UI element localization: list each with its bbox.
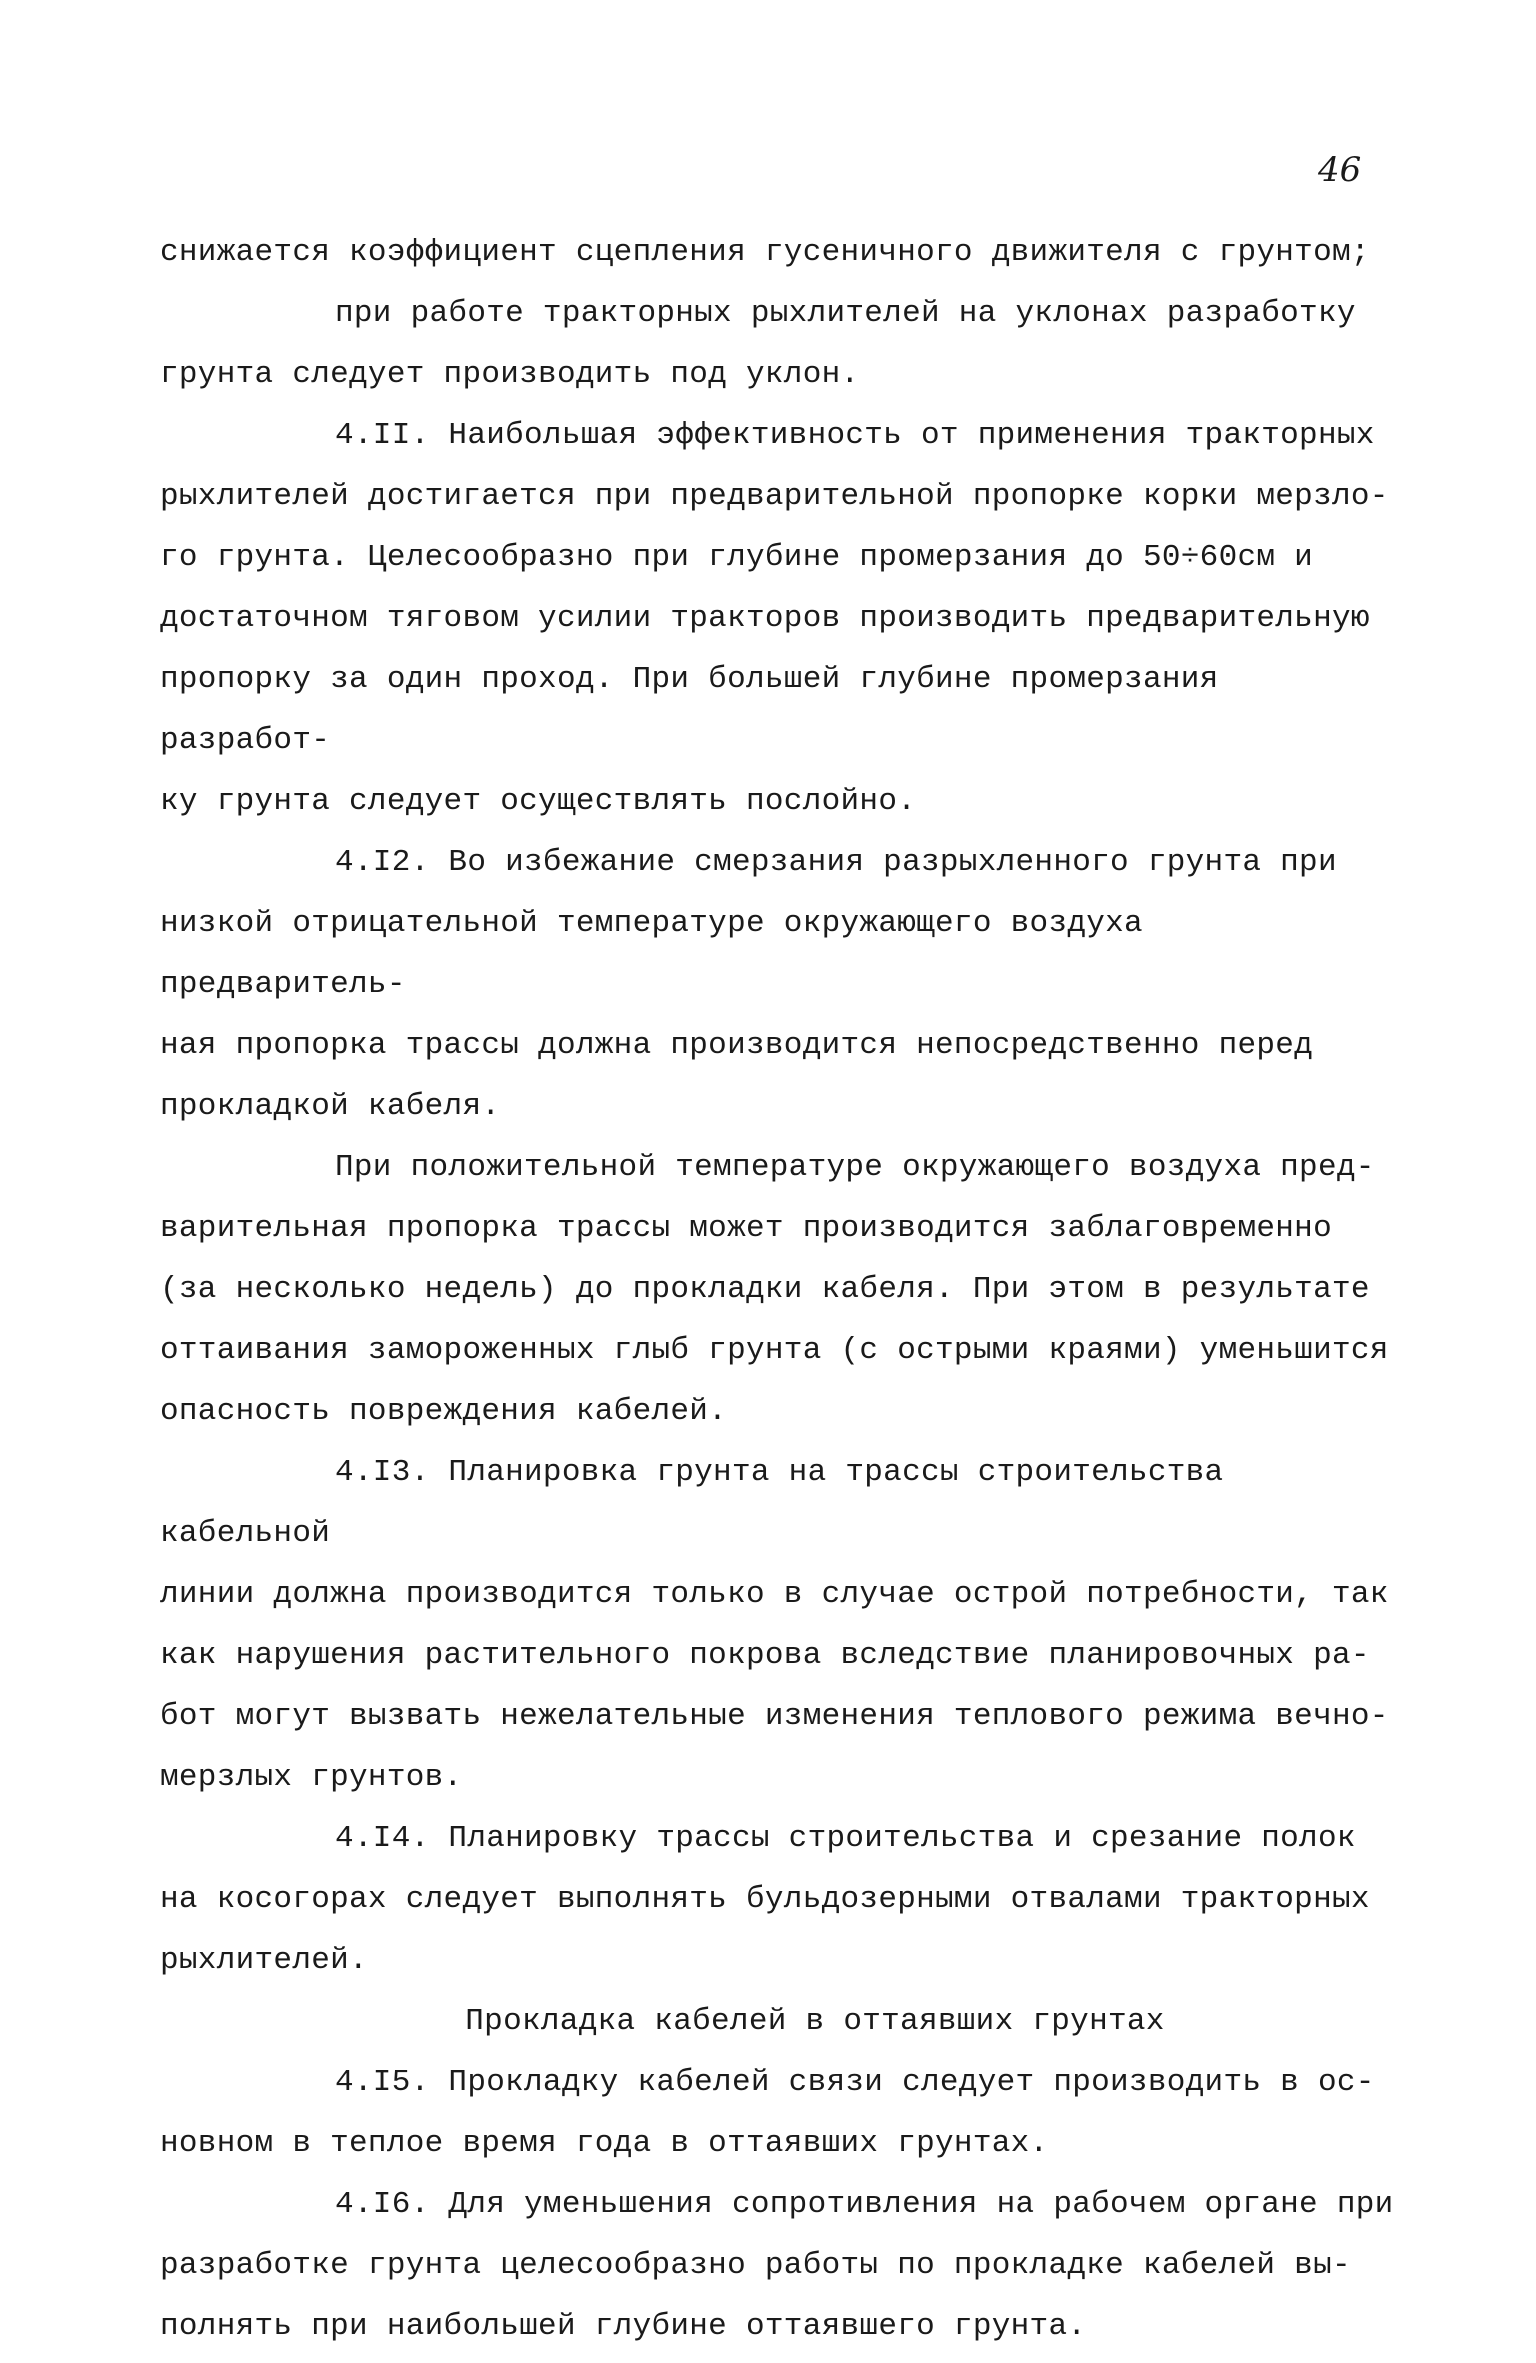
text-line: грунта следует производить под уклон. bbox=[160, 357, 860, 392]
text-line: ку грунта следует осуществлять послойно. bbox=[160, 784, 917, 819]
paragraph-4-15 bbox=[160, 2052, 1400, 2174]
text-line: линии должна производится только в случае острой потребности, так bbox=[160, 1577, 1389, 1612]
text-line: 4.I3. Планировка грунта на трассы строительства кабельной bbox=[160, 1455, 1224, 1551]
text-line: снижается коэффициент сцепления гусеничного движителя с грунтом; bbox=[160, 235, 1370, 270]
text-line: рыхлителей достигается при предварительной пропорке корки мерзло- bbox=[160, 479, 1389, 514]
text-line: 4.I2. Во избежание смерзания разрыхленного грунта при bbox=[335, 845, 1337, 880]
paragraph-4-11 bbox=[160, 405, 1400, 832]
text-line: 4.II. Наибольшая эффективность от применения тракторных bbox=[335, 418, 1375, 453]
text-line: пропорку за один проход. При большей глубине промерзания разработ- bbox=[160, 662, 1219, 758]
text-line: полнять при наибольшей глубине оттаявшего грунта. bbox=[160, 2309, 1087, 2344]
text-line: достаточном тяговом усилии тракторов производить предварительную bbox=[160, 601, 1370, 636]
section-heading: Прокладка кабелей в оттаявших грунтах bbox=[465, 2004, 1165, 2039]
paragraph-slope bbox=[160, 283, 1400, 405]
page-number: 46 bbox=[1318, 150, 1362, 190]
text-line: мерзлых грунтов. bbox=[160, 1760, 463, 1795]
paragraph-positive-temp bbox=[160, 1137, 1400, 1442]
text-line: разработке грунта целесообразно работы по прокладке кабелей вы- bbox=[160, 2248, 1351, 2283]
text-line: ная пропорка трассы должна производится непосредственно перед bbox=[160, 1028, 1314, 1063]
text-line: низкой отрицательной температуре окружающего воздуха предваритель- bbox=[160, 906, 1143, 1002]
text-line: оттаивания замороженных глыб грунта (с острыми краями) уменьшится bbox=[160, 1333, 1389, 1368]
text-line: го грунта. Целесообразно при глубине промерзания до 50÷60см и bbox=[160, 540, 1314, 575]
text-line: на косогорах следует выполнять бульдозерными отвалами тракторных bbox=[160, 1882, 1370, 1917]
document-body bbox=[160, 222, 1400, 2357]
paragraph-intro bbox=[160, 222, 1400, 283]
paragraph-4-13 bbox=[160, 1442, 1400, 1808]
text-line: при работе тракторных рыхлителей на уклонах разработку bbox=[335, 296, 1356, 331]
paragraph-4-14 bbox=[160, 1808, 1400, 1991]
text-line: При положительной температуре окружающего воздуха пред- bbox=[335, 1150, 1375, 1185]
text-line: 4.I6. Для уменьшения сопротивления на рабочем органе при bbox=[335, 2187, 1394, 2222]
text-line: (за несколько недель) до прокладки кабеля. При этом в результате bbox=[160, 1272, 1370, 1307]
text-line: прокладкой кабеля. bbox=[160, 1089, 501, 1124]
text-line: как нарушения растительного покрова вследствие планировочных ра- bbox=[160, 1638, 1370, 1673]
text-line: рыхлителей. bbox=[160, 1943, 368, 1978]
text-line: 4.I5. Прокладку кабелей связи следует производить в ос- bbox=[335, 2065, 1375, 2100]
text-line: бот могут вызвать нежелательные изменения теплового режима вечно- bbox=[160, 1699, 1389, 1734]
text-line: 4.I4. Планировку трассы строительства и срезание полок bbox=[335, 1821, 1356, 1856]
paragraph-4-16 bbox=[160, 2174, 1400, 2357]
text-line: новном в теплое время года в оттаявших грунтах. bbox=[160, 2126, 1049, 2161]
text-line: опасность повреждения кабелей. bbox=[160, 1394, 728, 1429]
paragraph-4-12 bbox=[160, 832, 1400, 1137]
text-line: варительная пропорка трассы может производится заблаговременно bbox=[160, 1211, 1332, 1246]
